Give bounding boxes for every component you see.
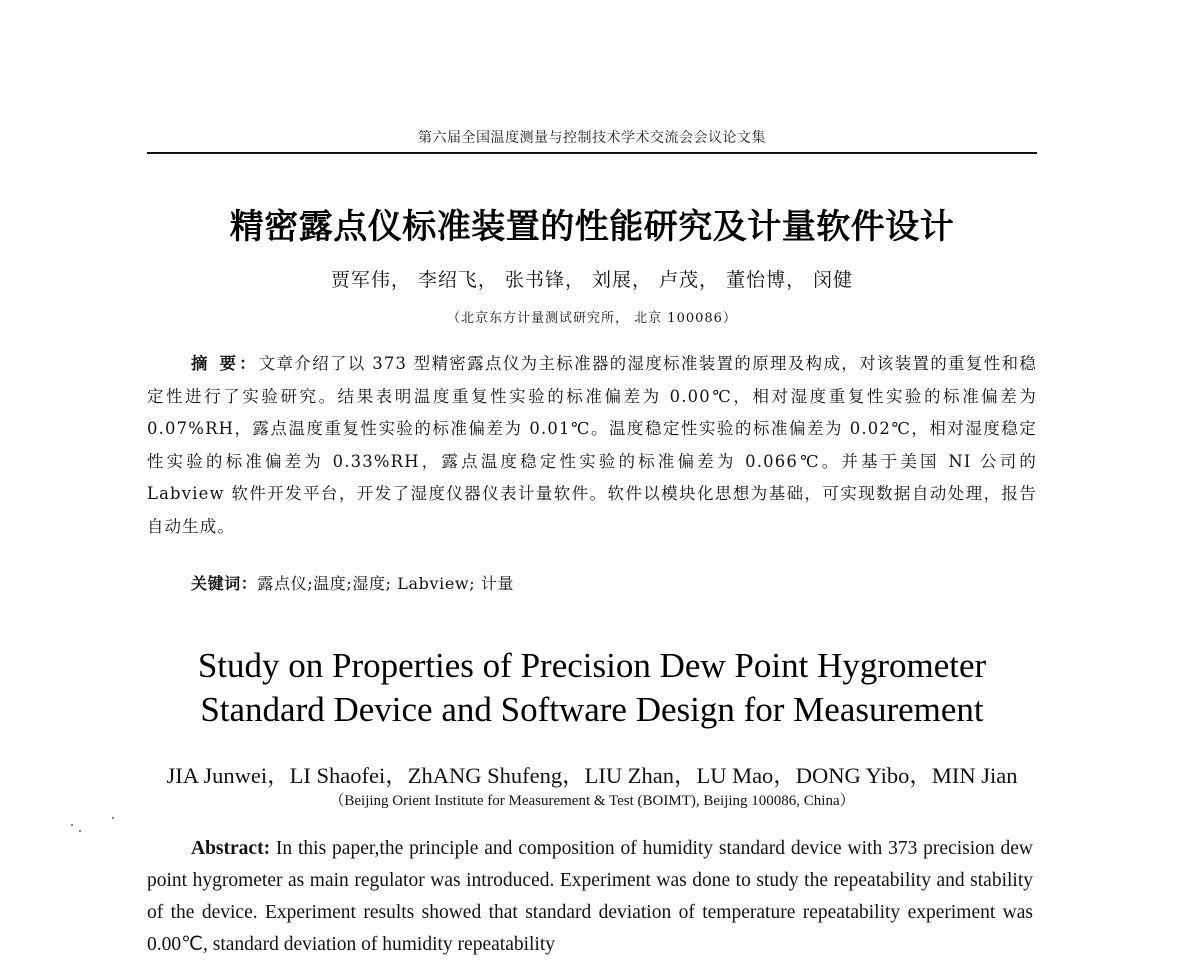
english-affiliation: （Beijing Orient Institute for Measurement & Test (BOIMT), Beijing 100086, China） <box>329 793 855 809</box>
english-title-line1: Study on Properties of Precision Dew Point Hygrometer <box>197 646 987 685</box>
chinese-authors: 贾军伟， 李绍飞， 张书锋， 刘展， 卢茂， 董怡博， 闵健 <box>330 269 854 291</box>
scan-speck <box>71 824 73 826</box>
english-abstract <box>147 833 1033 961</box>
chinese-keywords-text: 露点仪;温度;湿度; Labview; 计量 <box>257 574 515 593</box>
chinese-abstract <box>147 348 1037 544</box>
chinese-affiliation: （北京东方计量测试研究所， 北京 100086） <box>447 311 737 326</box>
header-rule <box>147 152 1037 154</box>
chinese-keywords-label: 关键词： <box>191 574 258 593</box>
chinese-abstract-label: 摘 要： <box>191 354 259 373</box>
chinese-title: 精密露点仪标准装置的性能研究及计量软件设计 <box>229 207 955 247</box>
english-abstract-text: In this paper,the principle and composition of humidity standard device with 373 precision dew point hygrometer as main regulator was introduced. Experiment was done to study the repeatability and stability of the device. Experiment results showed that standard deviation of temperature repeatability experiment was 0.00℃, standard deviation of humidity repeatability <box>147 838 1033 955</box>
english-title-line2: Standard Device and Software Design for Measurement <box>200 690 984 729</box>
english-authors: JIA Junwei，LI Shaofei，ZhANG Shufeng，LIU Zhan，LU Mao，DONG Yibo，MIN Jian <box>166 763 1018 788</box>
scan-speck <box>112 817 114 819</box>
english-abstract-label: Abstract: <box>191 838 271 859</box>
chinese-abstract-text: 文章介绍了以 373 型精密露点仪为主标准器的湿度标准装置的原理及构成，对该装置的重复性和稳定性进行了实验研究。结果表明温度重复性实验的标准偏差为 0.00℃，相对湿度重复性实验的标准偏差为 0.07%RH，露点温度重复性实验的标准偏差为 0.01℃。温度稳定性实验的标准偏差为 0.02℃，相对湿度稳定性实验的标准偏差为 0.33%RH，露点温度稳定性实验的标准偏差为 0.066℃。并基于美国 NI 公司的 Labview 软件开发平台，开发了湿度仪器仪表计量软件。软件以模块化思想为基础，可实现数据自动处理，报告自动生成。 <box>147 354 1037 536</box>
chinese-keywords <box>191 570 1037 598</box>
scan-speck <box>79 830 81 832</box>
running-header: 第六届全国温度测量与控制技术学术交流会会议论文集 <box>418 130 766 146</box>
english-title <box>147 644 1037 732</box>
